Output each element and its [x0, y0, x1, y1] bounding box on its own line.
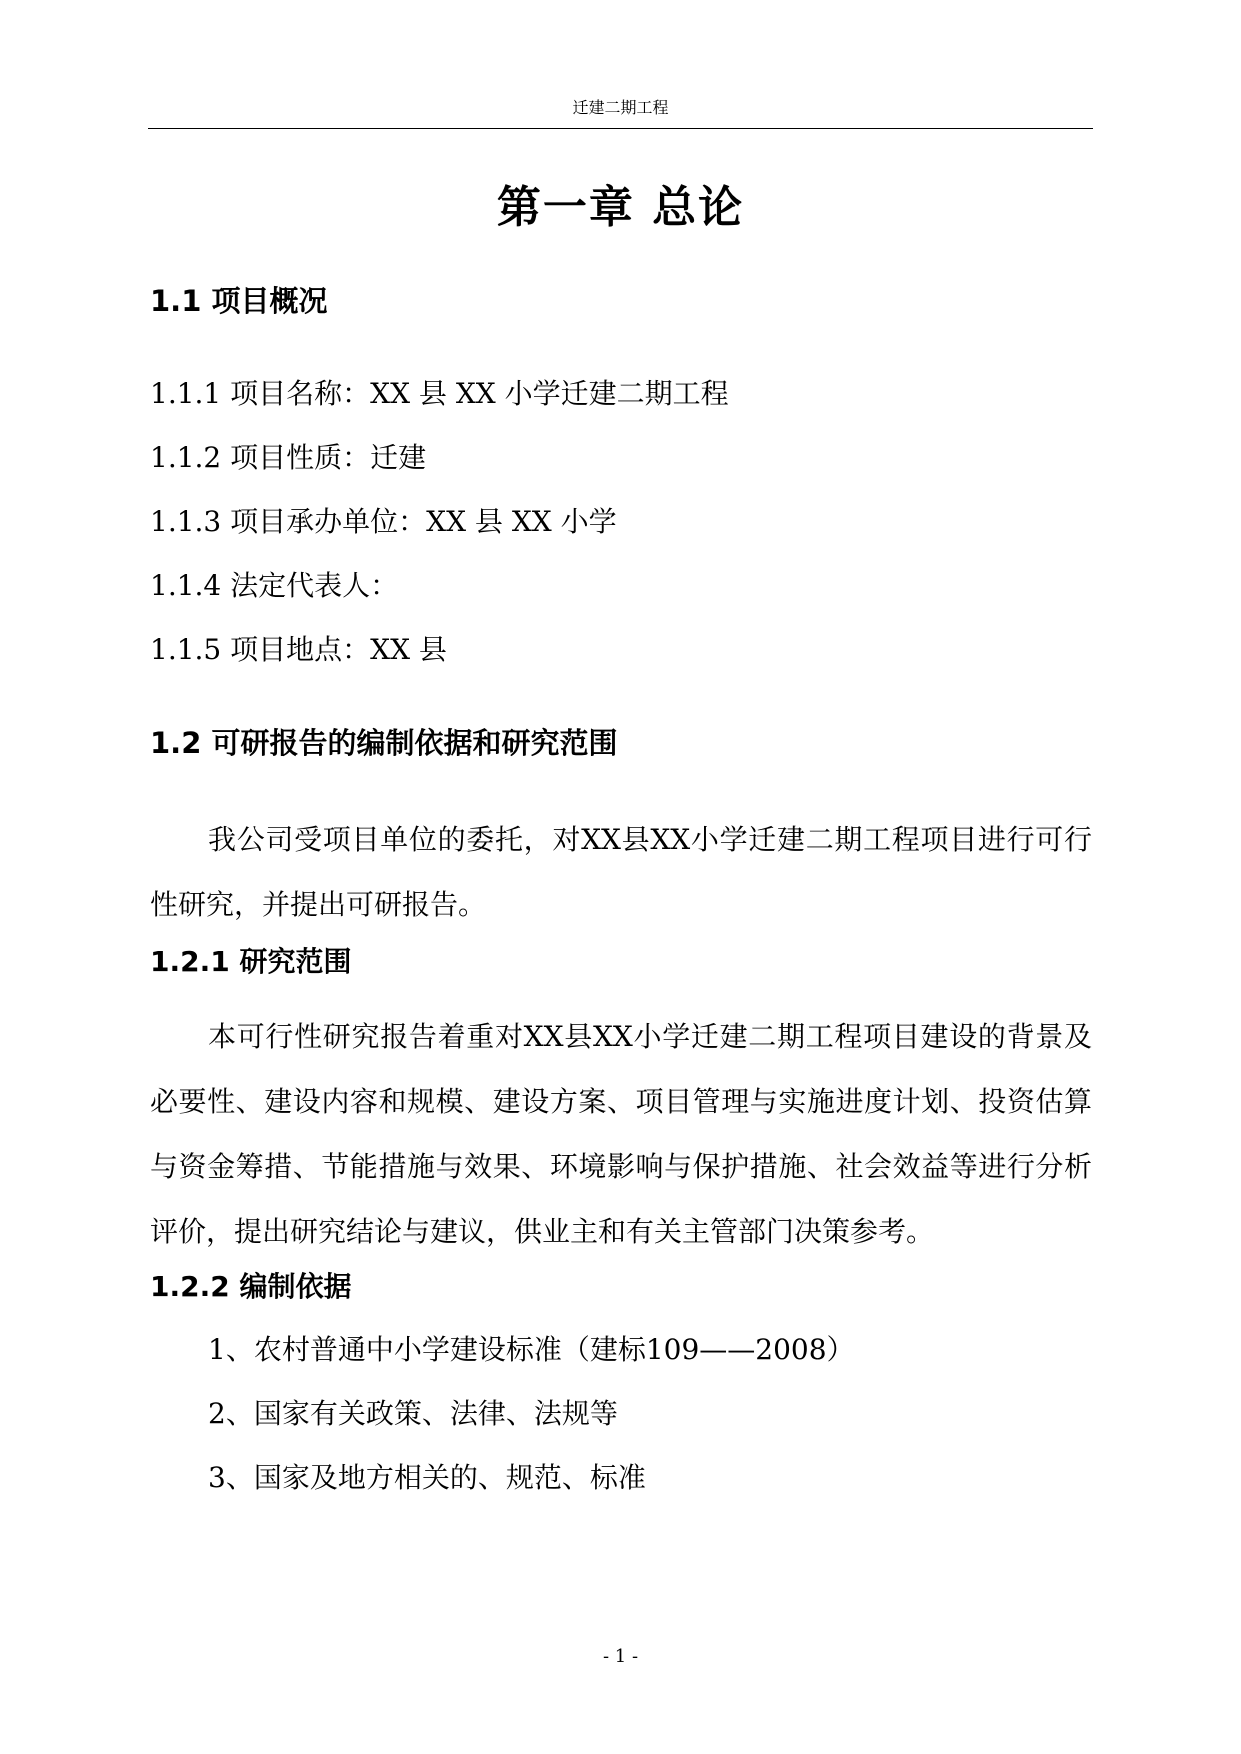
legal-representative-item: 1.1.4 法定代表人：	[150, 569, 399, 602]
basis-list-item: 3、国家及地方相关的、规范、标准	[208, 1461, 646, 1494]
basis-list-item: 1、农村普通中小学建设标准（建标109——2008）	[208, 1333, 855, 1366]
page-number: - 1 -	[602, 1646, 639, 1667]
project-name-item: 1.1.1 项目名称：XX 县 XX 小学迁建二期工程	[150, 377, 729, 410]
page-header	[148, 98, 1093, 129]
project-undertaker-item: 1.1.3 项目承办单位：XX 县 XX 小学	[150, 505, 617, 538]
section-heading-1-2: 1.2 可研报告的编制依据和研究范围	[150, 726, 618, 760]
project-location-item: 1.1.5 项目地点：XX 县	[150, 633, 447, 666]
running-title: 迁建二期工程	[572, 98, 669, 117]
subsection-heading-1-2-2: 1.2.2 编制依据	[150, 1270, 352, 1303]
project-nature-item: 1.1.2 项目性质：迁建	[150, 441, 427, 474]
basis-list-item: 2、国家有关政策、法律、法规等	[208, 1397, 618, 1430]
subsection-heading-1-2-1: 1.2.1 研究范围	[150, 945, 352, 978]
intro-paragraph: 我公司受项目单位的委托，对XX县XX小学迁建二期工程项目进行可行性研究，并提出可研报告。	[150, 823, 1092, 921]
section-heading-1-1: 1.1 项目概况	[150, 284, 328, 318]
research-scope-paragraph: 本可行性研究报告着重对XX县XX小学迁建二期工程项目建设的背景及必要性、建设内容和规模、建设方案、项目管理与实施进度计划、投资估算与资金筹措、节能措施与效果、环境影响与保护措施、社会效益等进行分析评价，提出研究结论与建议，供业主和有关主管部门决策参考。	[150, 1020, 1092, 1248]
chapter-title: 第一章 总论	[496, 182, 745, 233]
